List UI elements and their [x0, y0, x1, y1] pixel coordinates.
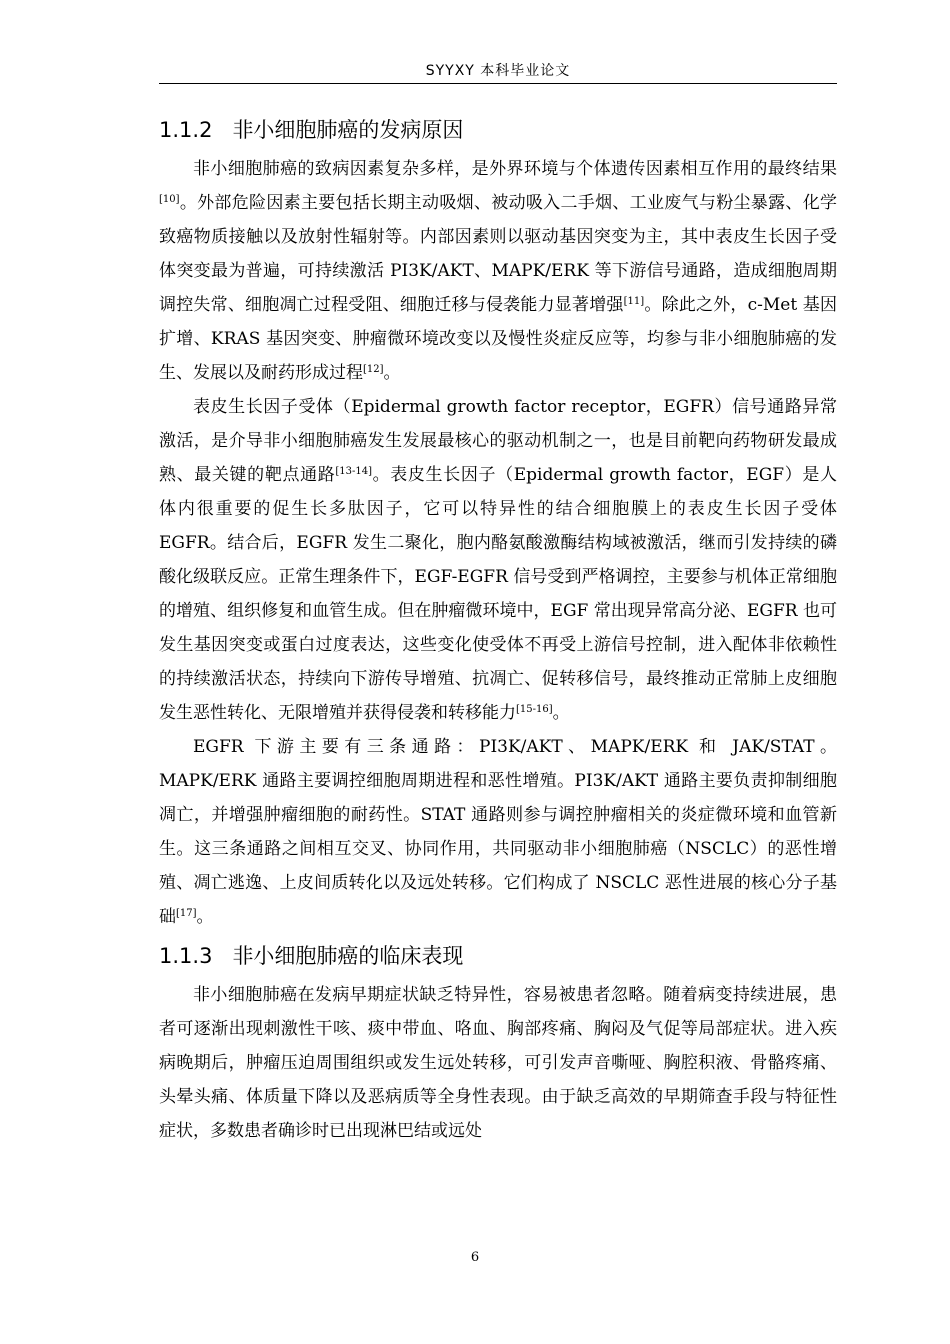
section-number: 1.1.3	[159, 944, 213, 968]
section-title: 非小细胞肺癌的发病原因	[232, 118, 464, 142]
text-run: 。除此之外，c-Met 基因扩增、KRAS 基因突变、肿瘤微环境改变以及慢性炎症反应等，均参与非小细胞肺癌的发生、发展以及耐药形成过程	[159, 295, 837, 383]
paragraph	[159, 152, 837, 390]
text-run: 。外部危险因素主要包括长期主动吸烟、被动吸入二手烟、工业废气与粉尘暴露、化学致癌物质接触以及放射性辐射等。内部因素则以驱动基因突变为主，其中表皮生长因子受体突变最为普遍，可持续激活 PI3K/AKT、MAPK/ERK 等下游信号通路，造成细胞周期调控失常、细胞凋亡过程受阻、细胞迁移与侵袭能力显著增强	[159, 193, 837, 315]
citation: [12]	[363, 364, 384, 375]
text-run: 非小细胞肺癌在发病早期症状缺乏特异性，容易被患者忽略。随着病变持续进展，患者可逐渐出现刺激性干咳、痰中带血、咯血、胸部疼痛、胸闷及气促等局部症状。进入疾病晚期后，肿瘤压迫周围组织或发生远处转移，可引发声音嘶哑、胸腔积液、骨骼疼痛、头晕头痛、体质量下降以及恶病质等全身性表现。由于缺乏高效的早期筛查手段与特征性症状，多数患者确诊时已出现淋巴结或远处	[159, 985, 837, 1141]
citation: [10]	[159, 194, 180, 205]
paragraph	[159, 730, 837, 934]
text-run: 。	[383, 363, 401, 383]
section-title: 非小细胞肺癌的临床表现	[232, 944, 464, 968]
text-run: 。	[196, 907, 214, 927]
page-number: 6	[470, 1250, 480, 1265]
section-number: 1.1.2	[159, 118, 213, 142]
paragraph	[159, 390, 837, 730]
text-run: 非小细胞肺癌的致病因素复杂多样，是外界环境与个体遗传因素相互作用的最终结果	[193, 159, 837, 179]
section-heading	[159, 108, 837, 152]
section-heading	[159, 934, 837, 978]
citation: [15-16]	[516, 704, 553, 715]
document-body	[159, 108, 837, 1148]
paragraph	[159, 978, 837, 1148]
text-run: 表皮生长因子受体（Epidermal growth factor receptor，EGFR）信号通路异常激活，是介导非小细胞肺癌发生发展最核心的驱动机制之一，也是目前靶向药物研发最成熟、最关键的靶点通路	[159, 397, 837, 485]
citation: [13-14]	[335, 466, 373, 477]
running-header: SYYXY 本科毕业论文	[159, 61, 837, 84]
text-run: 。	[552, 703, 570, 723]
text-run: EGFR 下游主要有三条通路：PI3K/AKT、MAPK/ERK 和 JAK/STAT。MAPK/ERK 通路主要调控细胞周期进程和恶性增殖。PI3K/AKT 通路主要负责抑制细胞凋亡，并增强肿瘤细胞的耐药性。STAT 通路则参与调控肿瘤相关的炎症微环境和血管新生。这三条通路之间相互交叉、协同作用，共同驱动非小细胞肺癌（NSCLC）的恶性增殖、凋亡逃逸、上皮间质转化以及远处转移。它们构成了 NSCLC 恶性进展的核心分子基础	[159, 737, 837, 927]
text-run: 。表皮生长因子（Epidermal growth factor，EGF）是人体内很重要的促生长多肽因子，它可以特异性的结合细胞膜上的表皮生长因子受体 EGFR。结合后，EGFR 发生二聚化，胞内酪氨酸激酶结构域被激活，继而引发持续的磷酸化级联反应。正常生理条件下，EGF-EGFR 信号受到严格调控，主要参与机体正常细胞的增殖、组织修复和血管生成。但在肿瘤微环境中，EGF 常出现异常高分泌、EGFR 也可发生基因突变或蛋白过度表达，这些变化使受体不再受上游信号控制，进入配体非依赖性的持续激活状态，持续向下游传导增殖、抗凋亡、促转移信号，最终推动正常肺上皮细胞发生恶性转化、无限增殖并获得侵袭和转移能力	[159, 465, 837, 723]
citation: [11]	[623, 296, 645, 307]
citation: [17]	[176, 908, 197, 919]
